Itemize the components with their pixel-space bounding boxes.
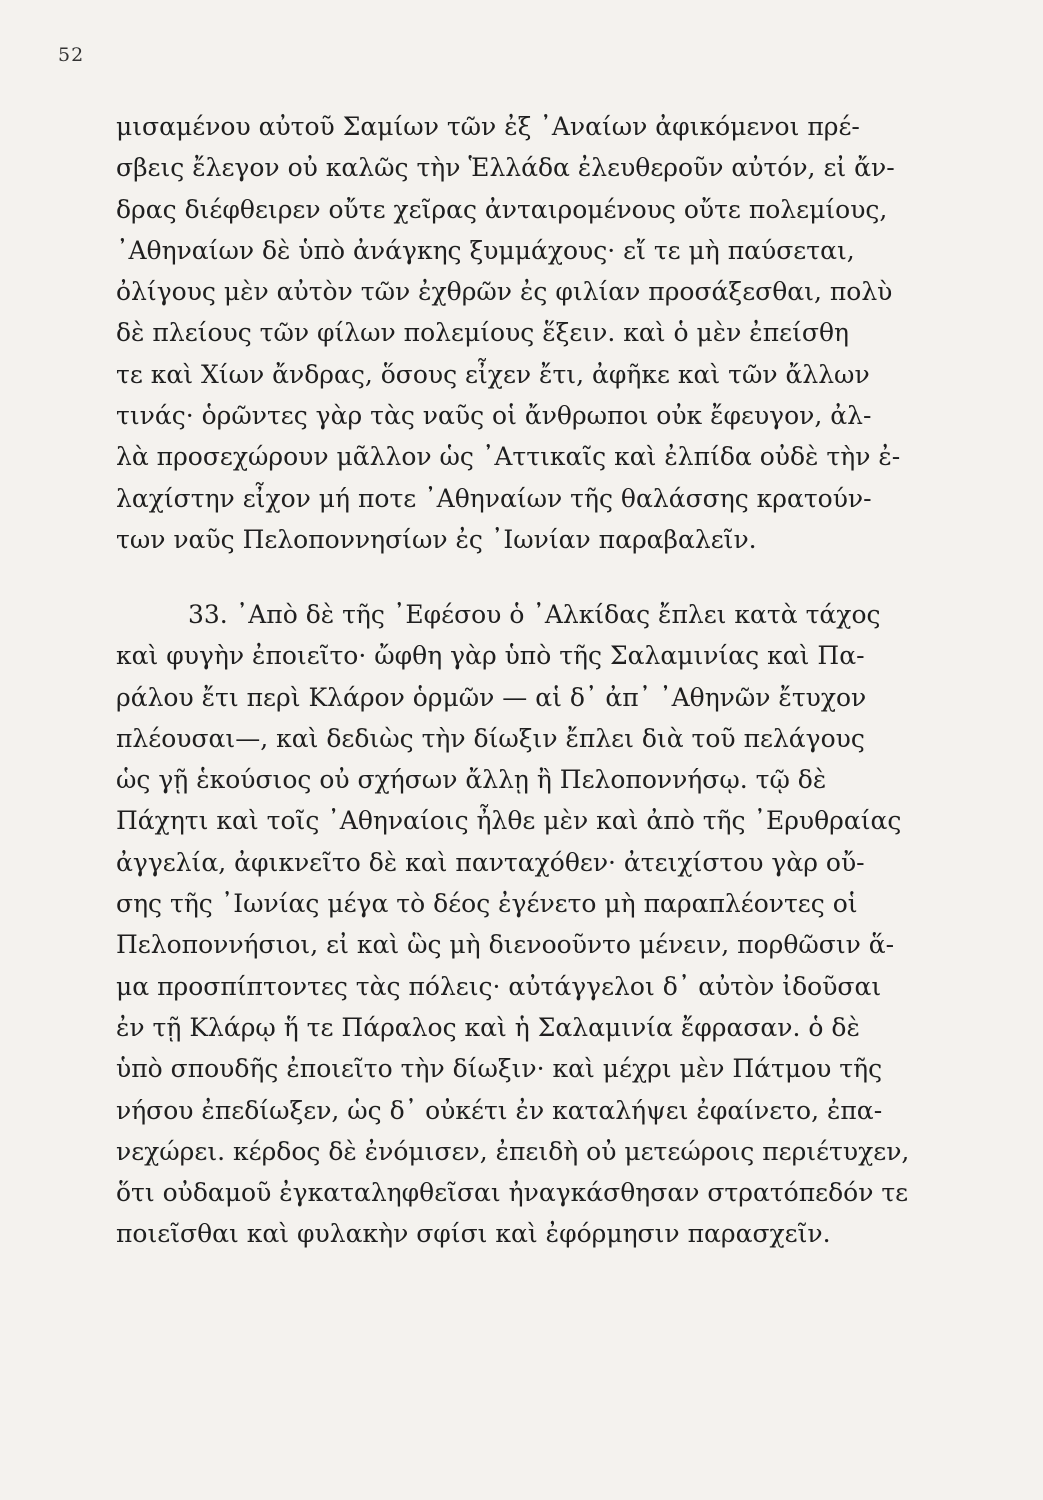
text-line: ποιεῖσθαι καὶ φυλακὴν σφίσι καὶ ἐφόρμησιν παρασχεῖν.	[116, 1219, 831, 1249]
text-line: τε καὶ Χίων ἄνδρας, ὅσους εἶχεν ἔτι, ἀφῆκε καὶ τῶν ἄλλων	[116, 359, 870, 389]
text-line: πλέουσαι—, καὶ δεδιὼς τὴν δίωξιν ἔπλει διὰ τοῦ πελάγους	[116, 723, 865, 753]
text-line: Πελοποννήσιοι, εἰ καὶ ὣς μὴ διενοοῦντο μένειν, πορθῶσιν ἅ-	[116, 930, 895, 960]
text-line: Πάχητι καὶ τοῖς ᾿Αθηναίοις ἦλθε μὲν καὶ ἀπὸ τῆς ᾿Ερυθραίας	[116, 806, 902, 836]
text-line: ἐν τῇ Κλάρῳ ἥ τε Πάραλος καὶ ἡ Σαλαμινία ἔφρασαν. ὁ δὲ	[116, 1012, 860, 1042]
text-line: δὲ πλείους τῶν φίλων πολεμίους ἕξειν. καὶ ὁ μὲν ἐπείσθη	[116, 318, 849, 348]
text-line: ἀγγελία, ἀφικνεῖτο δὲ καὶ πανταχόθεν· ἀτειχίστου γὰρ οὔ-	[116, 847, 865, 877]
text-line: νεχώρει. κέρδος δὲ ἐνόμισεν, ἐπειδὴ οὐ μετεώροις περιέτυχεν,	[116, 1136, 910, 1166]
text-line: σβεις ἔλεγον οὐ καλῶς τὴν Ἑλλάδα ἐλευθεροῦν αὐτόν, εἰ ἄν-	[116, 153, 895, 183]
paragraph-2	[116, 594, 966, 1255]
text-line: ὅτι οὐδαμοῦ ἐγκαταληφθεῖσαι ἠναγκάσθησαν στρατόπεδόν τε	[116, 1178, 909, 1208]
text-line: τινάς· ὁρῶντες γὰρ τὰς ναῦς οἱ ἄνθρωποι οὐκ ἔφευγον, ἀλ-	[116, 401, 872, 431]
page-number: 52	[58, 44, 85, 66]
text-line: νήσου ἐπεδίωξεν, ὡς δ᾿ οὐκέτι ἐν καταλήψει ἐφαίνετο, ἐπα-	[116, 1095, 883, 1125]
paragraph-1	[116, 106, 966, 560]
text-line: των ναῦς Πελοποννησίων ἐς ᾿Ιωνίαν παραβαλεῖν.	[116, 524, 757, 554]
text-line: ὀλίγους μὲν αὐτὸν τῶν ἐχθρῶν ἐς φιλίαν προσάξεσθαι, πολὺ	[116, 277, 893, 307]
text-line: ὡς γῇ ἑκούσιος οὐ σχήσων ἄλλῃ ἢ Πελοποννήσῳ. τῷ δὲ	[116, 765, 827, 795]
text-line: καὶ φυγὴν ἐποιεῖτο· ὤφθη γὰρ ὑπὸ τῆς Σαλαμινίας καὶ Πα-	[116, 641, 865, 671]
text-line: μισαμένου αὐτοῦ Σαμίων τῶν ἐξ ᾿Αναίων ἀφικόμενοι πρέ-	[116, 112, 860, 141]
text-line: σης τῆς ᾿Ιωνίας μέγα τὸ δέος ἐγένετο μὴ παραπλέοντες οἱ	[116, 889, 858, 919]
text-line: ὑπὸ σπουδῆς ἐποιεῖτο τὴν δίωξιν· καὶ μέχρι μὲν Πάτμου τῆς	[116, 1054, 883, 1084]
text-line: ράλου ἔτι περὶ Κλάρον ὁρμῶν — αἱ δ᾿ ἀπ᾿ ᾿Αθηνῶν ἔτυχον	[116, 682, 867, 712]
text-line: λαχίστην εἶχον μή ποτε ᾿Αθηναίων τῆς θαλάσσης κρατούν-	[116, 483, 872, 513]
text-line: μα προσπίπτοντες τὰς πόλεις· αὐτάγγελοι δ᾿ αὐτὸν ἰδοῦσαι	[116, 971, 882, 1001]
text-line: λὰ προσεχώρουν μᾶλλον ὡς ᾿Αττικαῖς καὶ ἐλπίδα οὐδὲ τὴν ἐ-	[116, 442, 901, 472]
text-line: δρας διέφθειρεν οὔτε χεῖρας ἀνταιρομένους οὔτε πολεμίους,	[116, 194, 888, 224]
section-opening-line: 33. ᾿Απὸ δὲ τῆς ᾿Εφέσου ὁ ᾿Αλκίδας ἔπλει κατὰ τάχος	[188, 600, 881, 629]
text-line: ᾿Αθηναίων δὲ ὑπὸ ἀνάγκης ξυμμάχους· εἴ τε μὴ παύσεται,	[116, 235, 855, 265]
